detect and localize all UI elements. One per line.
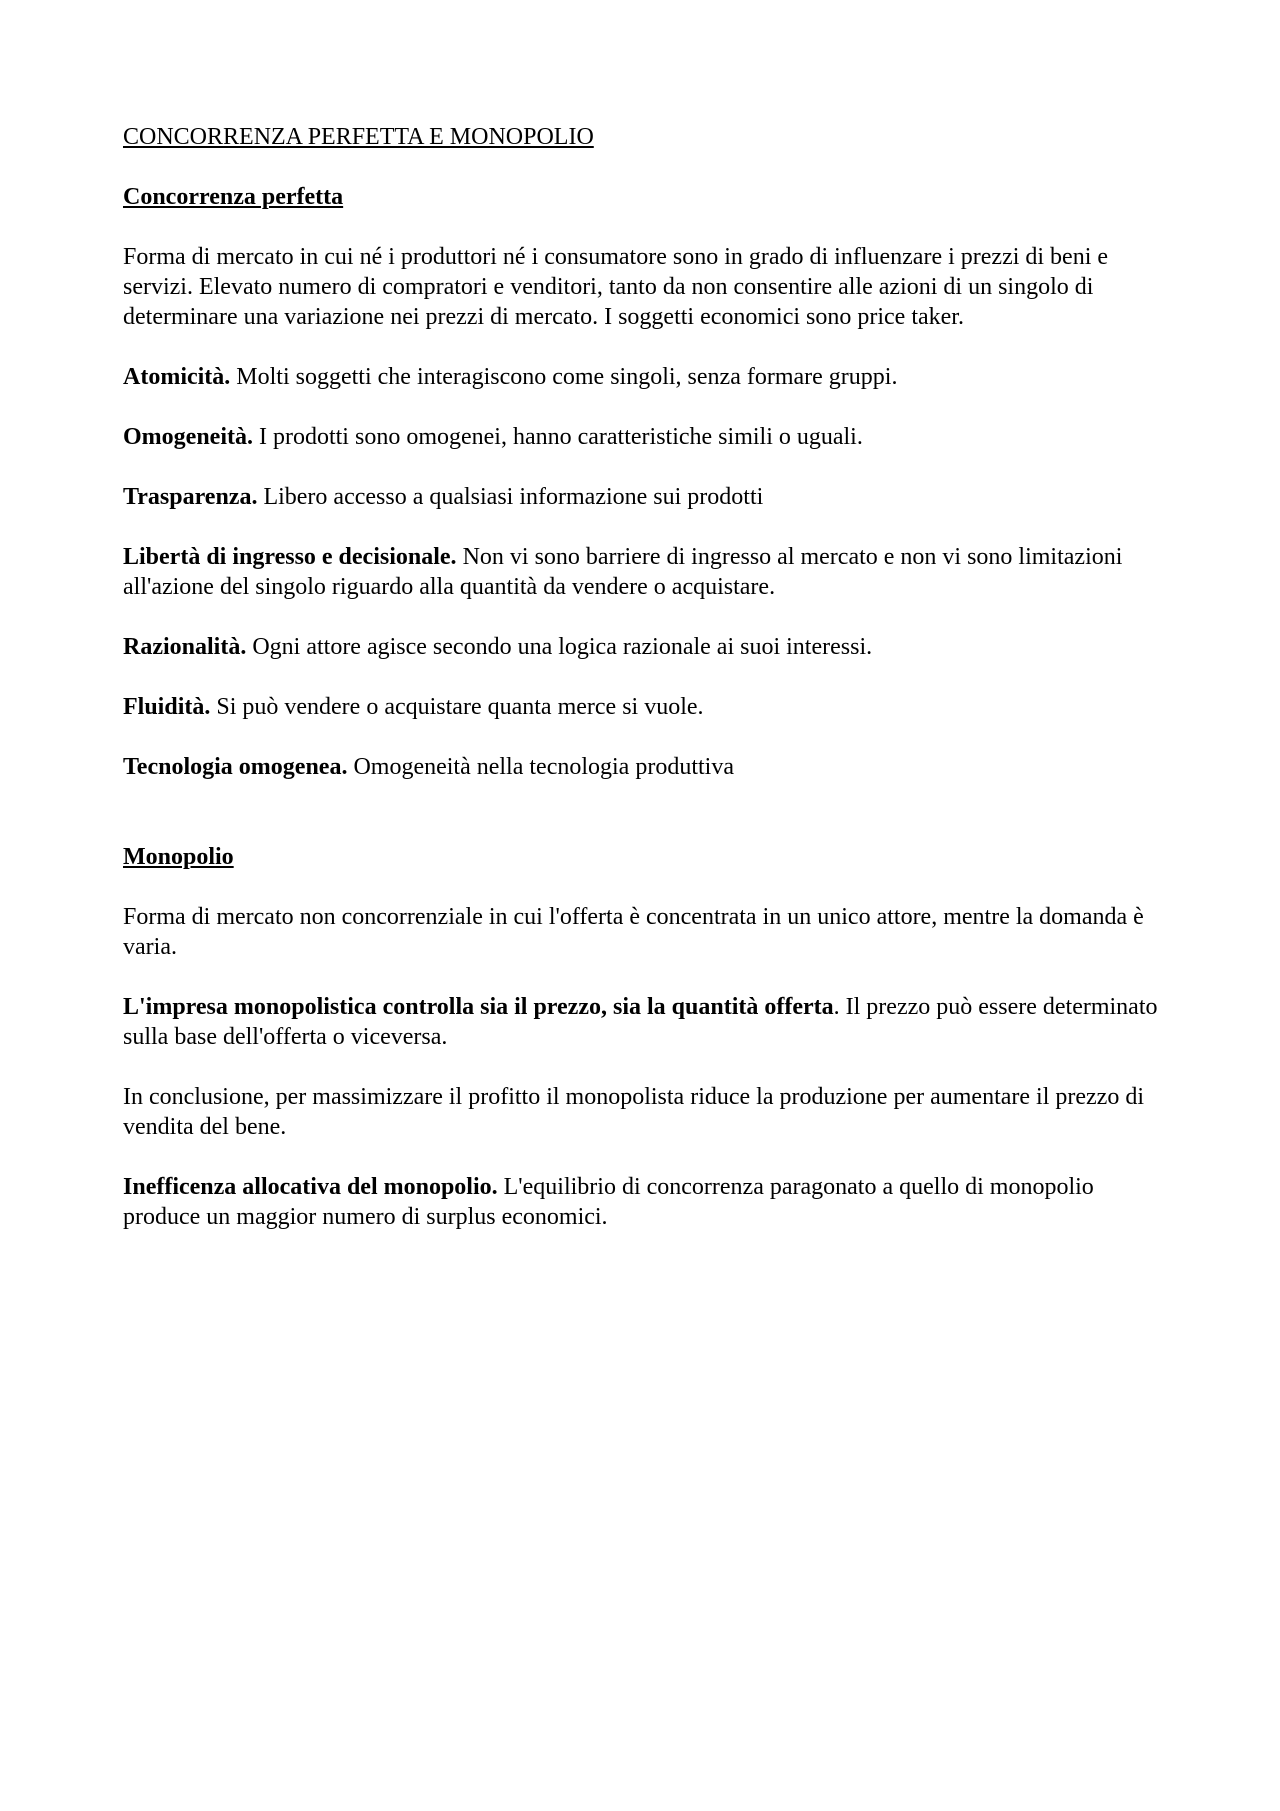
- feature-term: Libertà di ingresso e decisionale.: [123, 544, 457, 570]
- feature-term: Razionalità.: [123, 634, 247, 660]
- monopolio-inefficiency: [123, 1172, 1160, 1232]
- feature-text: Si può vendere o acquistare quanta merce si vuole.: [210, 694, 704, 720]
- feature-term: Tecnologia omogenea.: [123, 754, 348, 780]
- feature-text: Non vi sono barriere di ingresso al mercato e non vi sono limitazioni all'azione del singolo riguardo alla quantità da vendere o acquistare.: [123, 544, 1123, 600]
- feature-liberta: [123, 542, 1160, 602]
- feature-trasparenza: [123, 482, 1160, 512]
- feature-fluidita: [123, 692, 1160, 722]
- control-text: . Il prezzo può essere determinato sulla base dell'offerta o viceversa.: [123, 994, 1158, 1050]
- control-term: L'impresa monopolistica controlla sia il prezzo, sia la quantità offerta: [123, 994, 834, 1020]
- feature-text: I prodotti sono omogenei, hanno caratteristiche simili o uguali.: [252, 424, 863, 450]
- feature-text: Libero accesso a qualsiasi informazione sui prodotti: [257, 484, 764, 510]
- feature-razionalita: [123, 632, 1160, 662]
- concorrenza-intro: Forma di mercato in cui né i produttori né i consumatore sono in grado di influenzare i prezzi di beni e servizi. Elevato numero di compratori e venditori, tanto da non consentire alle azioni di un singolo di determinare una variazione nei prezzi di mercato. I soggetti economici sono price taker.: [123, 244, 1109, 330]
- feature-term: Atomicità.: [123, 364, 231, 390]
- monopolio-conclusion: In conclusione, per massimizzare il profitto il monopolista riduce la produzione per aumentare il prezzo di vendita del bene.: [123, 1084, 1144, 1140]
- document-title: CONCORRENZA PERFETTA E MONOPOLIO: [123, 124, 594, 150]
- feature-text: Omogeneità nella tecnologia produttiva: [347, 754, 734, 780]
- section-spacer: [123, 812, 1160, 842]
- inefficiency-term: Inefficenza allocativa del monopolio.: [123, 1174, 498, 1200]
- feature-term: Trasparenza.: [123, 484, 258, 510]
- feature-term: Omogeneità.: [123, 424, 253, 450]
- monopolio-intro: Forma di mercato non concorrenziale in cui l'offerta è concentrata in un unico attore, mentre la domanda è varia.: [123, 904, 1144, 960]
- feature-term: Fluidità.: [123, 694, 211, 720]
- feature-atomicita: [123, 362, 1160, 392]
- monopolio-control: [123, 992, 1160, 1052]
- section-heading-concorrenza: Concorrenza perfetta: [123, 184, 344, 210]
- inefficiency-text: L'equilibrio di concorrenza paragonato a quello di monopolio produce un maggior numero di surplus economici.: [123, 1174, 1094, 1230]
- section-heading-monopolio: Monopolio: [123, 844, 234, 870]
- feature-text: Ogni attore agisce secondo una logica razionale ai suoi interessi.: [246, 634, 873, 660]
- feature-text: Molti soggetti che interagiscono come singoli, senza formare gruppi.: [230, 364, 898, 390]
- feature-omogeneita: [123, 422, 1160, 452]
- feature-tecnologia: [123, 752, 1160, 782]
